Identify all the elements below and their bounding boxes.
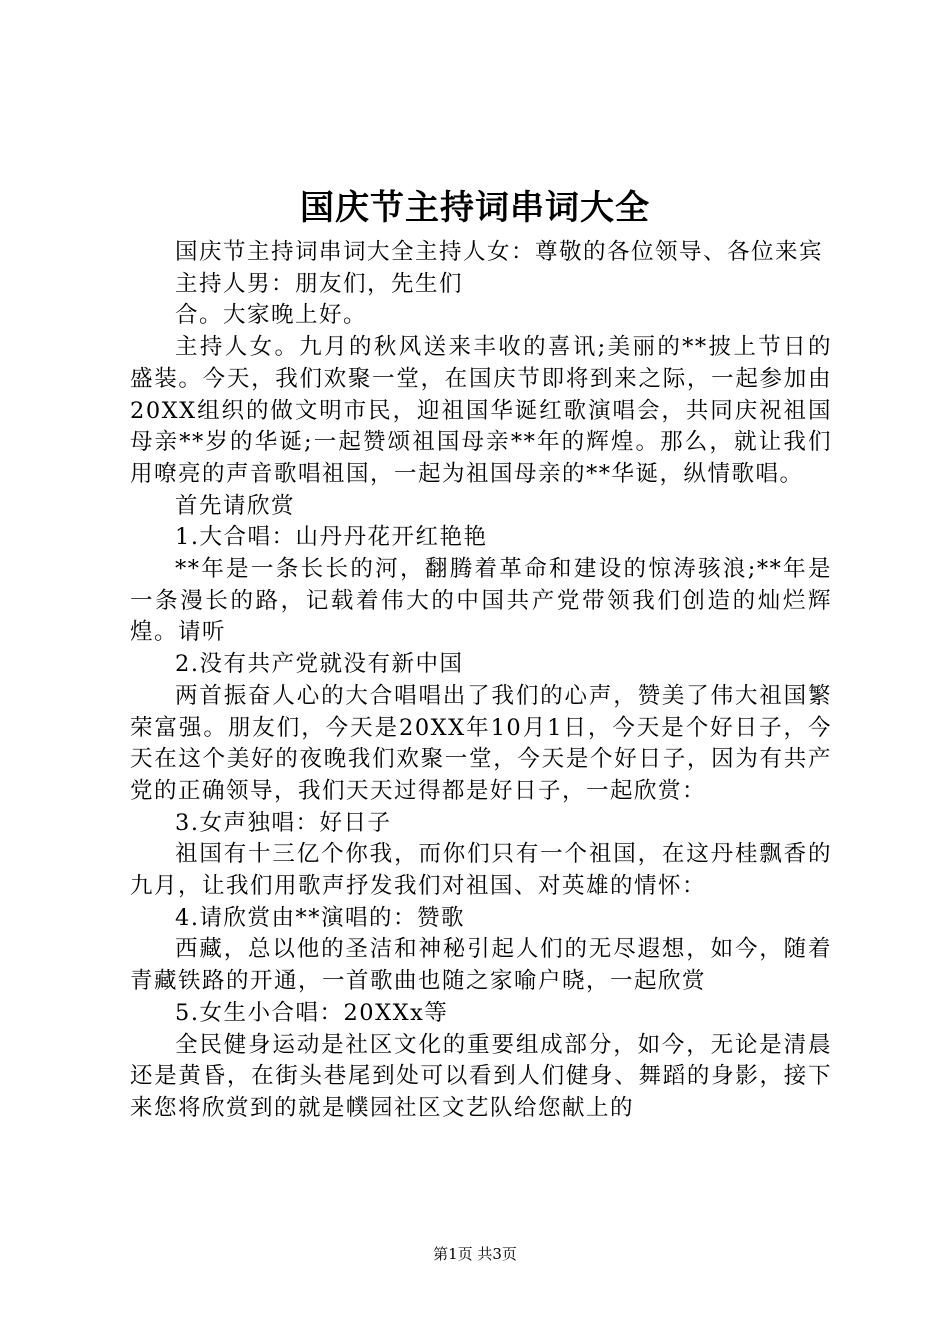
- paragraph: 首先请欣赏: [175, 492, 296, 519]
- program-item: 5.女生小合唱：20XXx等: [175, 999, 449, 1026]
- paragraph: 祖国有十三亿个你我，而你们只有一个祖国，在这丹桂飘香的九月，让我们用歌声抒发我们对祖国、对英雄的情怀：: [130, 841, 832, 900]
- program-item: 1.大合唱：山丹丹花开红艳艳: [175, 524, 488, 551]
- paragraph: 国庆节主持词串词大全主持人女：尊敬的各位领导、各位来宾: [175, 239, 824, 265]
- paragraph: 主持人男：朋友们，先生们: [175, 270, 464, 297]
- document-body: [130, 237, 832, 1125]
- paragraph: **年是一条长长的河，翻腾着革命和建设的惊涛骇浪;**年是一条漫长的路，记载着伟大的中国共产党带领我们创造的灿烂辉煌。请听: [130, 556, 832, 646]
- program-item: 3.女声独唱：好日子: [175, 809, 392, 836]
- page-footer: 第1页 共3页: [433, 1245, 517, 1263]
- program-item: 4.请欣赏由**演唱的：赞歌: [175, 904, 465, 931]
- paragraph: 合。大家晚上好。: [175, 302, 368, 329]
- program-item: 2.没有共产党就没有新中国: [175, 651, 464, 678]
- paragraph: 两首振奋人心的大合唱唱出了我们的心声，赞美了伟大祖国繁荣富强。朋友们，今天是20XX年10月1日，今天是个好日子，今天在这个美好的夜晚我们欢聚一堂，今天是个好日子，因为有共产党的正确领导，我们天天过得都是好日子，一起欣赏：: [130, 682, 832, 804]
- paragraph: 主持人女。九月的秋风送来丰收的喜讯;美丽的**披上节日的盛装。今天，我们欢聚一堂，在国庆节即将到来之际，一起参加由20XX组织的做文明市民，迎祖国华诞红歌演唱会，共同庆祝祖国母亲**岁的华诞;一起赞颂祖国母亲**年的辉煌。那么，就让我们用嘹亮的声音歌唱祖国，一起为祖国母亲的**华诞，纵情歌唱。: [130, 334, 832, 487]
- paragraph: 全民健身运动是社区文化的重要组成部分，如今，无论是清晨还是黄昏，在街头巷尾到处可以看到人们健身、舞蹈的身影，接下来您将欣赏到的就是幞园社区文艺队给您献上的: [130, 1031, 832, 1121]
- document-title: 国庆节主持词串词大全: [300, 188, 650, 228]
- paragraph: 西藏，总以他的圣洁和神秘引起人们的无尽遐想，如今，随着青藏铁路的开通，一首歌曲也随之家喻户晓，一起欣赏: [130, 936, 832, 995]
